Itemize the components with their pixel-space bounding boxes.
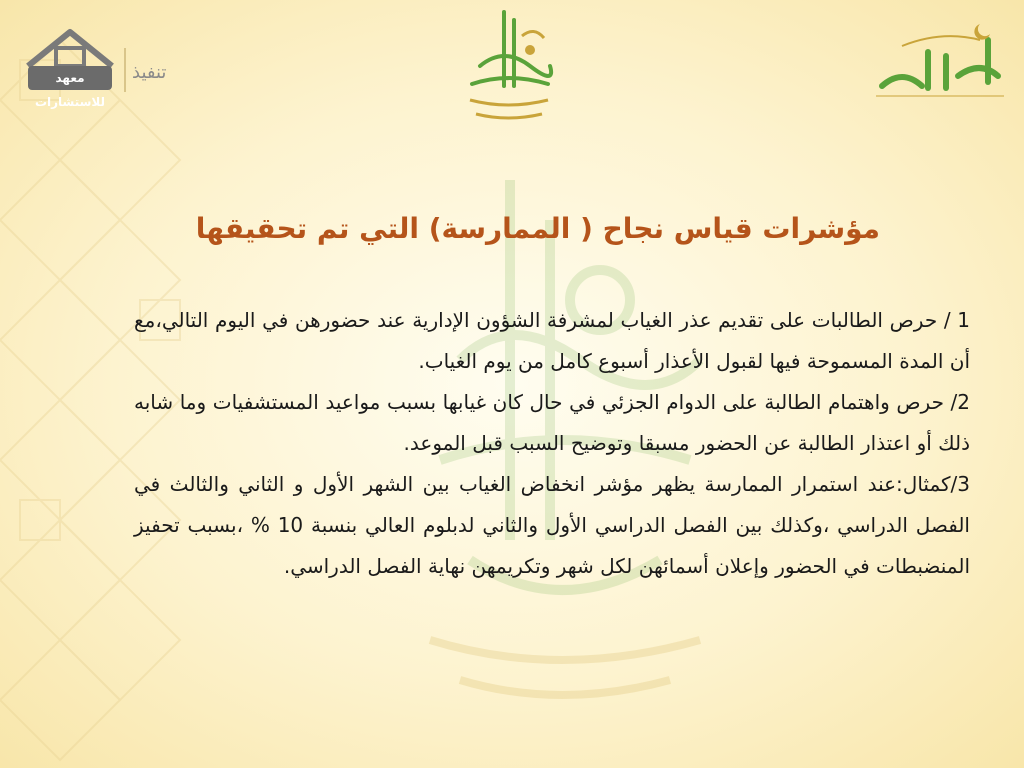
slide-title: مؤشرات قياس نجاح ( الممارسة) التي تم تحقيقها — [195, 212, 880, 245]
institute-logo — [20, 26, 120, 109]
award-logo — [460, 6, 556, 124]
indicator-paragraph-3: 3/كمثال:عند استمرار الممارسة يظهر مؤشر انخفاض الغياب بين الشهر الأول و الثاني والثالث في الفصل الدراسي ،وكذلك بين الفصل الدراسي الأول والثاني لدبلوم العالي بنسبة 10 % ،بسبب تحفيز المنضبطات في الحضور وإعلان أسمائهن لكل شهر وتكريمهن نهاية الفصل الدراسي. — [134, 472, 970, 578]
house-roof-icon — [20, 26, 120, 70]
endowment-emblem-icon — [862, 16, 1012, 104]
body-text — [134, 300, 970, 587]
indicator-paragraph-1: 1 / حرص الطالبات على تقديم عذر الغياب لمشرفة الشؤون الإدارية عند حضورهن في اليوم التالي،مع أن المدة المسموحة فيها لقبول الأعذار أسبوع كامل من يوم الغياب. — [134, 308, 970, 373]
endowment-logo — [862, 16, 1012, 104]
institute-logo-text: معهد للاستشارات — [28, 66, 112, 90]
tanfeed-caption: تنفيذ — [132, 62, 167, 83]
logo-divider — [124, 48, 126, 92]
indicator-paragraph-2: 2/ حرص واهتمام الطالبة على الدوام الجزئي في حال كان غيابها بسبب مواعيد المستشفيات وما شابه ذلك أو اعتذار الطالبة عن الحضور مسبقا وتوضيح السبب قبل الموعد. — [134, 390, 970, 455]
